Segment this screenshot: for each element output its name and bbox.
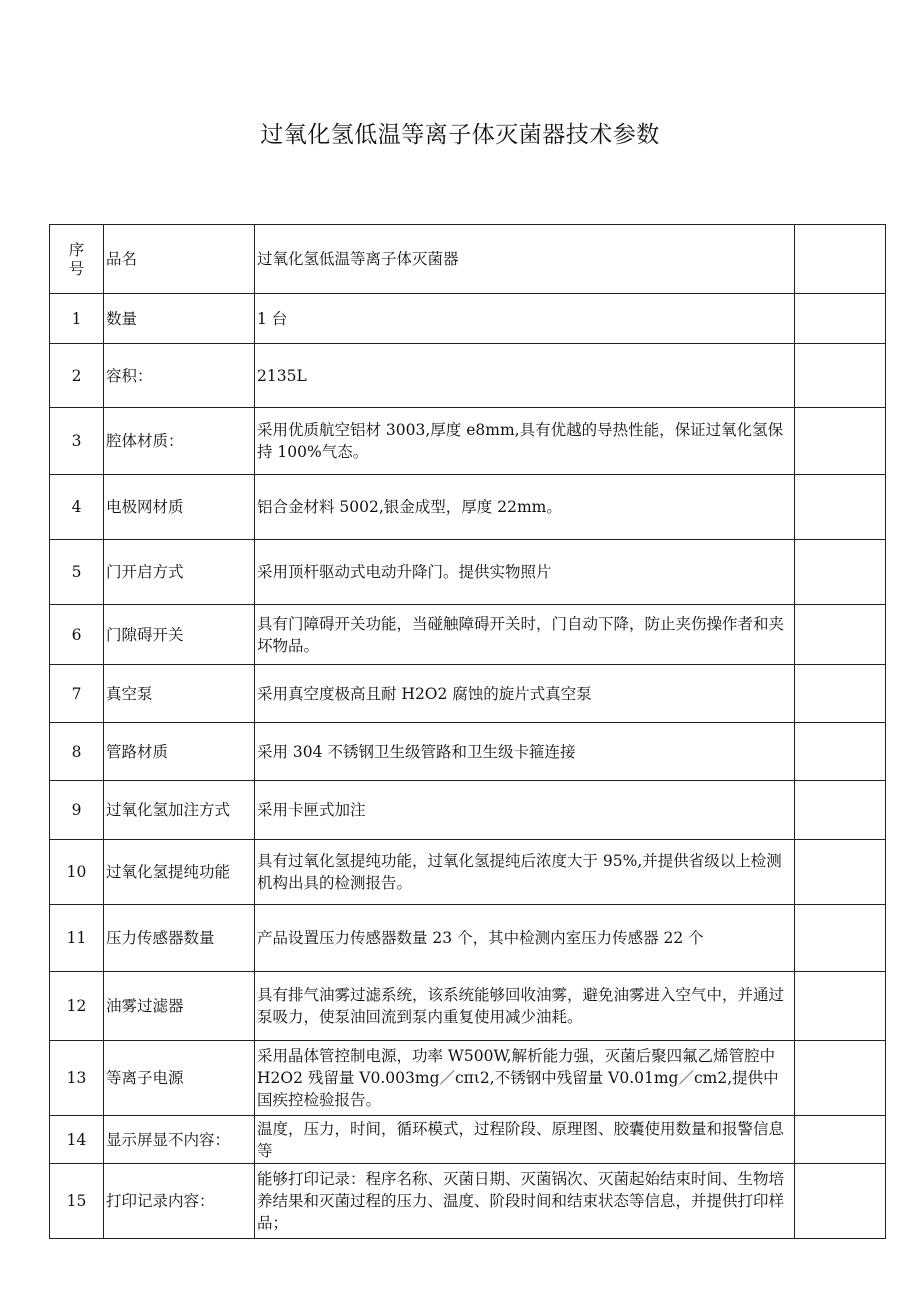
header-number-line1: 序 — [68, 241, 85, 259]
row-name: 压力传感器数量 — [104, 905, 255, 972]
row-name: 等离子电源 — [104, 1041, 255, 1116]
row-number: 6 — [50, 605, 104, 665]
row-number: 9 — [50, 781, 104, 840]
row-extra — [795, 723, 886, 781]
row-extra — [795, 475, 886, 540]
header-number-cell — [50, 225, 104, 294]
row-value: 采用优质航空铝材 3003,厚度 e8mm,具有优越的导热性能，保证过氧化氢保持 100%气态。 — [255, 408, 795, 475]
table-row — [50, 1164, 886, 1239]
row-extra — [795, 840, 886, 905]
row-extra — [795, 540, 886, 605]
row-value: 采用顶杆驱动式电动升降门。提供实物照片 — [255, 540, 795, 605]
table-row — [50, 408, 886, 475]
row-number: 2 — [50, 344, 104, 408]
header-number-line2: 号 — [68, 260, 85, 278]
table-row — [50, 294, 886, 344]
row-name: 电极网材质 — [104, 475, 255, 540]
header-extra-cell — [795, 225, 886, 294]
table-row — [50, 1116, 886, 1164]
row-extra — [795, 1116, 886, 1164]
row-value: 具有门障碍开关功能，当碰触障碍开关时，门自动下降，防止夹伤操作者和夹坏物品。 — [255, 605, 795, 665]
row-name: 显示屏显不内容： — [104, 1116, 255, 1164]
document-title: 过氧化氢低温等离子体灭菌器技术参数 — [260, 122, 660, 148]
row-number: 15 — [50, 1164, 104, 1239]
row-name: 门开启方式 — [104, 540, 255, 605]
table-row — [50, 972, 886, 1041]
row-value: 采用真空度极高且耐 H2O2 腐蚀的旋片式真空泵 — [255, 665, 795, 723]
row-number: 5 — [50, 540, 104, 605]
row-name: 数量 — [104, 294, 255, 344]
row-number: 4 — [50, 475, 104, 540]
row-number: 8 — [50, 723, 104, 781]
table-row — [50, 781, 886, 840]
table-row — [50, 344, 886, 408]
row-extra — [795, 972, 886, 1041]
row-value: 具有排气油雾过滤系统，该系统能够回收油雾，避免油雾进入空气中，并通过泵吸力，使泵油回流到泵内重复使用减少油耗。 — [255, 972, 795, 1041]
table-row — [50, 475, 886, 540]
row-extra — [795, 905, 886, 972]
row-value: 2135L — [255, 344, 795, 408]
row-value: 能够打印记录：程序名称、灭菌日期、灭菌锅次、灭菌起始结束时间、生物培养结果和灭菌过程的压力、温度、阶段时间和结束状态等信息，并提供打印样品； — [255, 1164, 795, 1239]
row-number: 1 — [50, 294, 104, 344]
row-extra — [795, 665, 886, 723]
row-name: 油雾过滤器 — [104, 972, 255, 1041]
row-name: 真空泵 — [104, 665, 255, 723]
row-value: 采用 304 不锈钢卫生级管路和卫生级卡箍连接 — [255, 723, 795, 781]
row-value: 铝合金材料 5002,银金成型，厚度 22mm。 — [255, 475, 795, 540]
row-number: 10 — [50, 840, 104, 905]
row-value: 具有过氧化氢提纯功能，过氧化氢提纯后浓度大于 95%,并提供省级以上检测机构出具的检测报告。 — [255, 840, 795, 905]
row-number: 13 — [50, 1041, 104, 1116]
row-extra — [795, 1164, 886, 1239]
row-extra — [795, 408, 886, 475]
row-value: 采用卡匣式加注 — [255, 781, 795, 840]
row-name: 门隙碍开关 — [104, 605, 255, 665]
header-value-cell: 过氧化氢低温等离子体灭菌器 — [255, 225, 795, 294]
row-name: 过氧化氢提纯功能 — [104, 840, 255, 905]
header-name-cell: 品名 — [104, 225, 255, 294]
table-header-row — [50, 225, 886, 294]
spec-table — [49, 224, 886, 1239]
table-row — [50, 905, 886, 972]
row-extra — [795, 344, 886, 408]
row-name: 容积： — [104, 344, 255, 408]
row-extra — [795, 1041, 886, 1116]
row-value: 采用晶体管控制电源，功率 W500W,解析能力强，灭菌后聚四氟乙烯管腔中 H2O2 残留量 V0.003mg／cπι2,不锈钢中残留量 V0.01mg／cm2,提供中国疾控检验报告。 — [255, 1041, 795, 1116]
row-name: 腔体材质： — [104, 408, 255, 475]
row-name: 管路材质 — [104, 723, 255, 781]
row-value: 1 台 — [255, 294, 795, 344]
row-number: 14 — [50, 1116, 104, 1164]
row-extra — [795, 605, 886, 665]
row-extra — [795, 294, 886, 344]
row-value: 温度，压力，时间，循环模式，过程阶段、原理图、胶囊使用数量和报警信息等 — [255, 1116, 795, 1164]
row-extra — [795, 781, 886, 840]
row-number: 12 — [50, 972, 104, 1041]
table-row — [50, 1041, 886, 1116]
table-row — [50, 840, 886, 905]
row-name: 打印记录内容： — [104, 1164, 255, 1239]
row-number: 7 — [50, 665, 104, 723]
table-row — [50, 665, 886, 723]
row-value: 产品设置压力传感器数量 23 个，其中检测内室压力传感器 22 个 — [255, 905, 795, 972]
row-number: 3 — [50, 408, 104, 475]
table-row — [50, 540, 886, 605]
table-row — [50, 605, 886, 665]
table-row — [50, 723, 886, 781]
row-number: 11 — [50, 905, 104, 972]
row-name: 过氧化氢加注方式 — [104, 781, 255, 840]
